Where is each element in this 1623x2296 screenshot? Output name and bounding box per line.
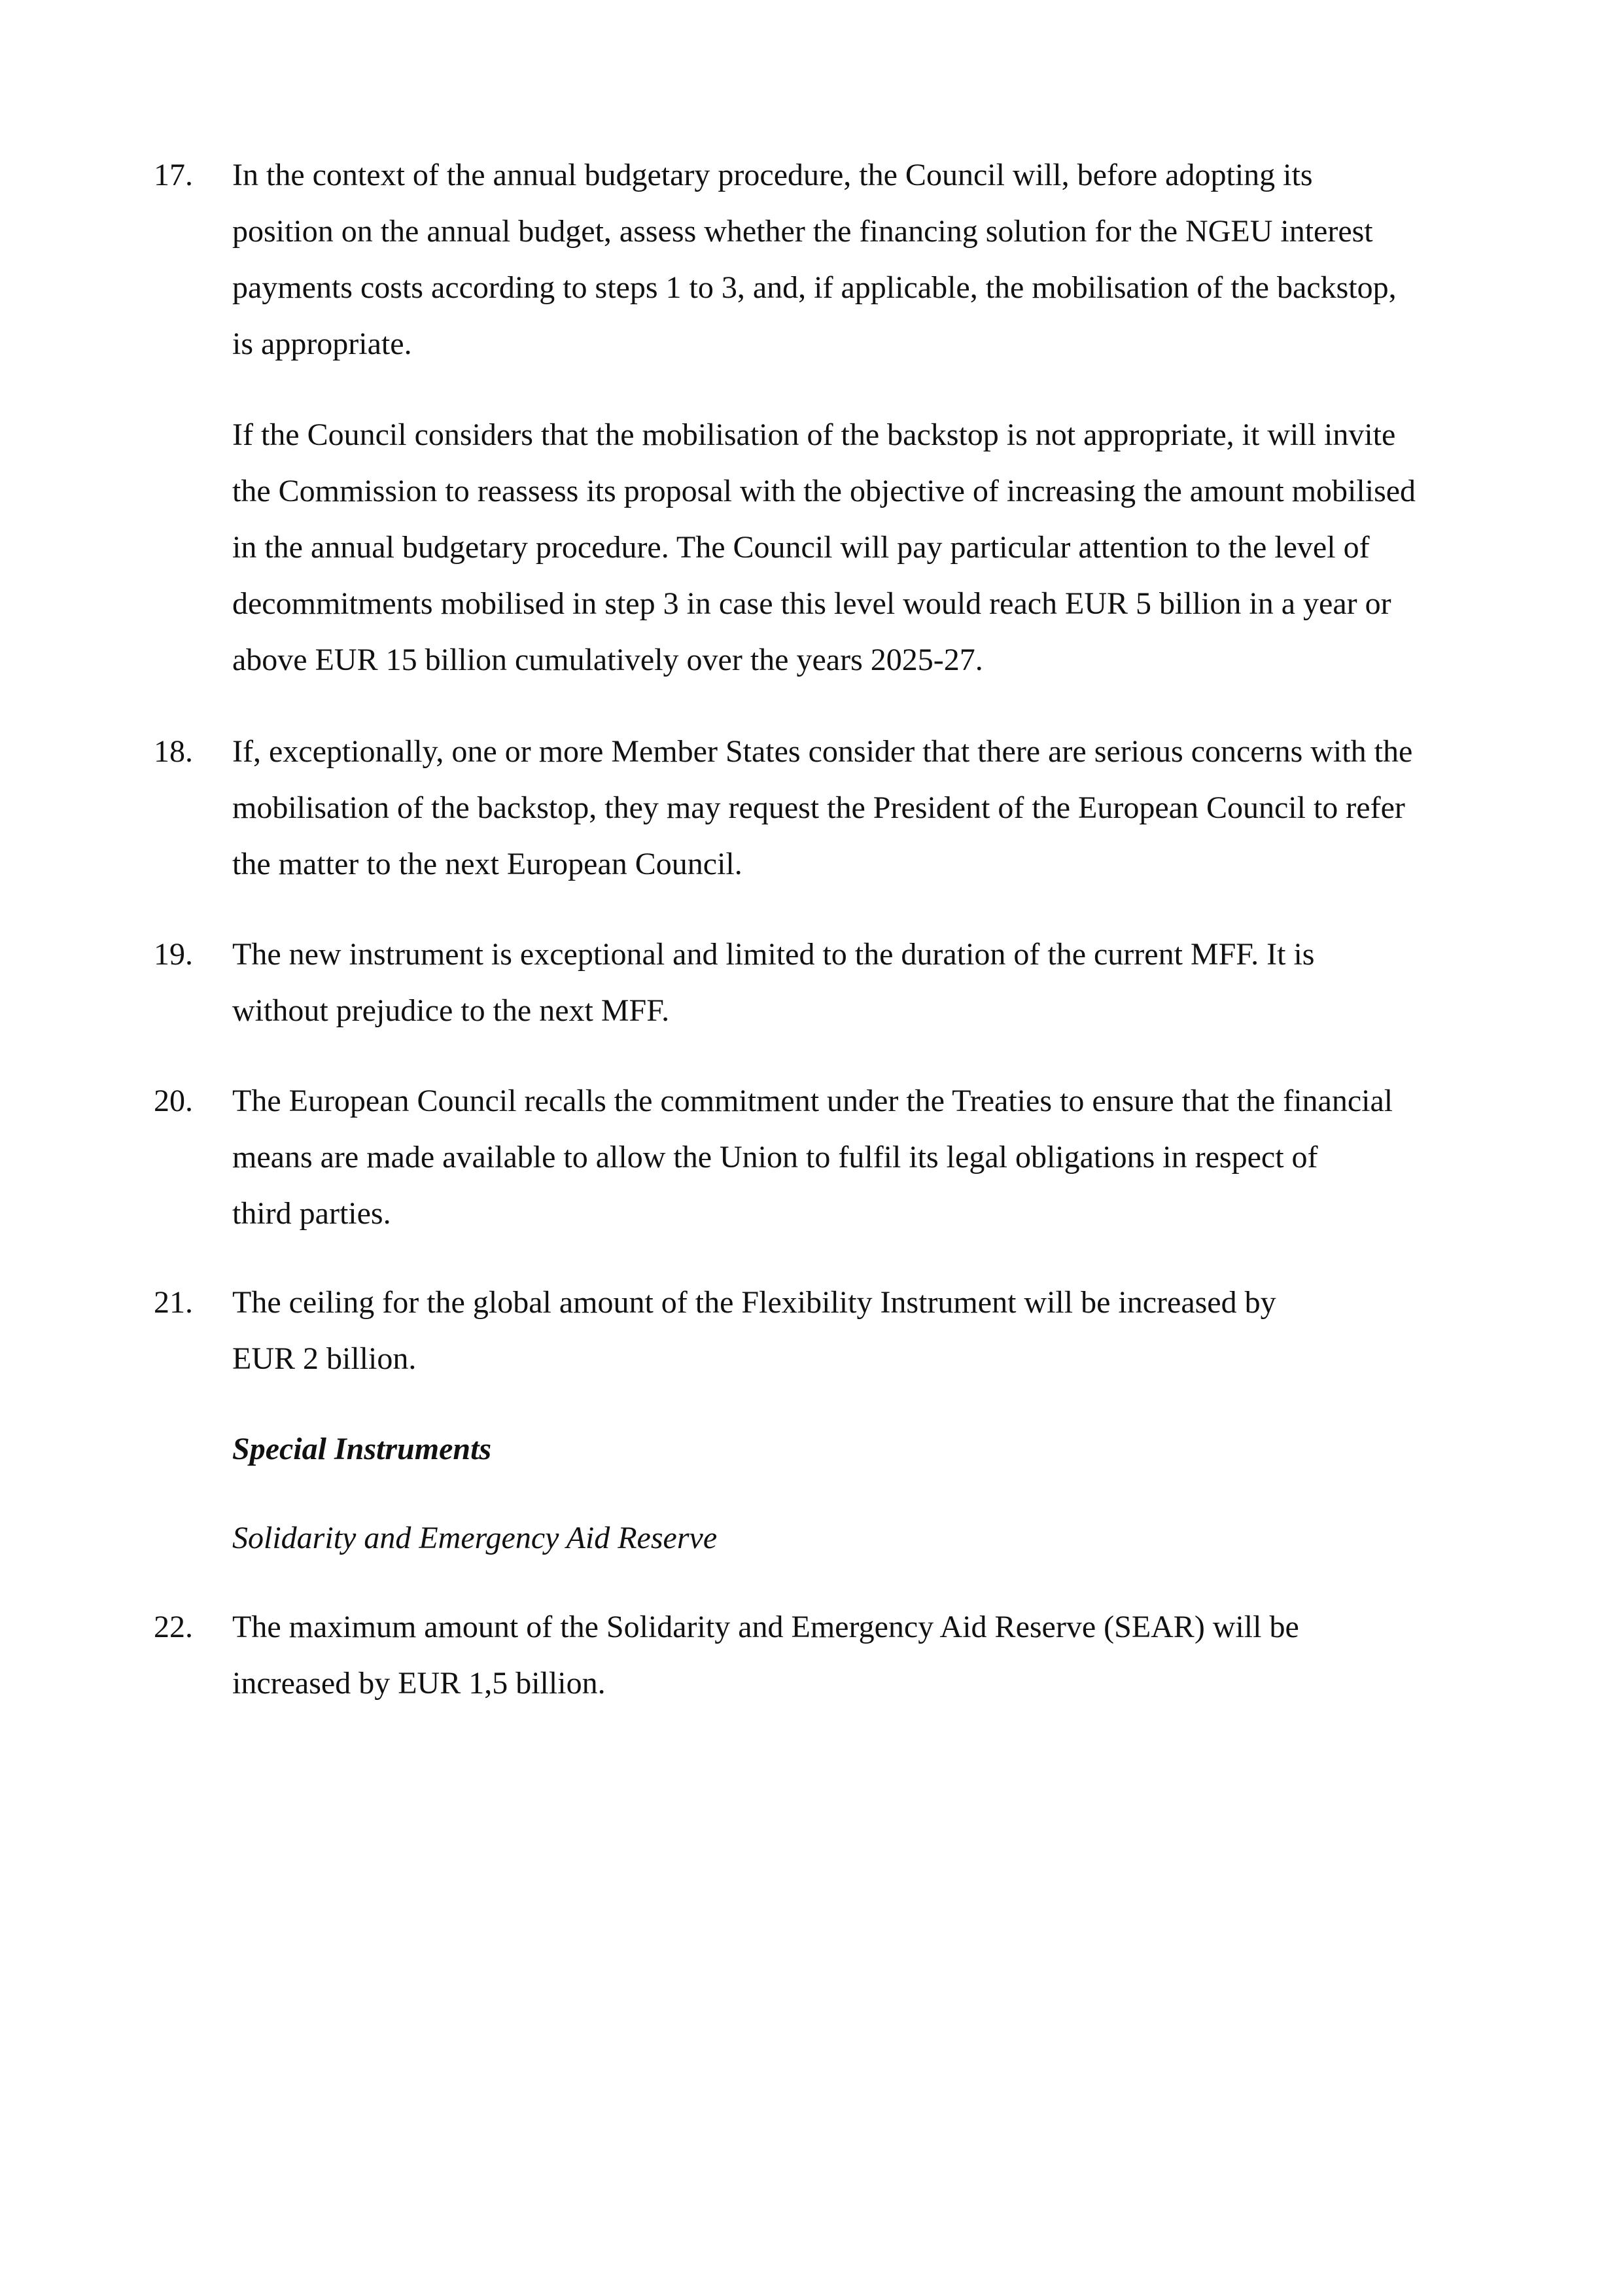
text-line: in the annual budgetary procedure. The Council will pay particular attention to the level of — [232, 530, 1370, 565]
paragraph-20 — [232, 1073, 1495, 1242]
paragraph-18 — [232, 724, 1495, 892]
text-line: The ceiling for the global amount of the Flexibility Instrument will be increased by — [232, 1285, 1276, 1320]
paragraph-number: 21. — [154, 1285, 193, 1320]
text-line: without prejudice to the next MFF. — [232, 993, 670, 1028]
text-line: decommitments mobilised in step 3 in case this level would reach EUR 5 billion in a year or — [232, 586, 1391, 621]
text-line: EUR 2 billion. — [232, 1341, 417, 1376]
text-line: above EUR 15 billion cumulatively over the years 2025-27. — [232, 643, 983, 677]
text-line: The European Council recalls the commitment under the Treaties to ensure that the financial — [232, 1084, 1393, 1118]
text-line: The new instrument is exceptional and limited to the duration of the current MFF. It is — [232, 937, 1315, 972]
paragraph-number: 19. — [154, 937, 193, 972]
text-line: payments costs according to steps 1 to 3, and, if applicable, the mobilisation of the backstop, — [232, 270, 1397, 305]
paragraph-19 — [232, 927, 1495, 1039]
paragraph-17 — [232, 147, 1495, 372]
subsection-heading: Solidarity and Emergency Aid Reserve — [232, 1521, 718, 1555]
text-line: The maximum amount of the Solidarity and Emergency Aid Reserve (SEAR) will be — [232, 1610, 1299, 1644]
text-line: position on the annual budget, assess whether the financing solution for the NGEU interest — [232, 214, 1373, 249]
text-line: increased by EUR 1,5 billion. — [232, 1666, 606, 1701]
paragraph-17-continued — [232, 407, 1495, 688]
text-line: mobilisation of the backstop, they may request the President of the European Council to refer — [232, 790, 1405, 825]
paragraph-number: 18. — [154, 734, 193, 769]
section-heading: Special Instruments — [232, 1432, 492, 1466]
text-line: the matter to the next European Council. — [232, 847, 742, 881]
paragraph-22 — [232, 1599, 1495, 1712]
paragraph-21 — [232, 1275, 1495, 1387]
paragraph-number: 20. — [154, 1084, 193, 1118]
text-line: the Commission to reassess its proposal with the objective of increasing the amount mobilised — [232, 474, 1416, 508]
text-line: In the context of the annual budgetary procedure, the Council will, before adopting its — [232, 158, 1313, 192]
text-line: is appropriate. — [232, 327, 412, 361]
text-line: If the Council considers that the mobilisation of the backstop is not appropriate, it will invite — [232, 417, 1396, 452]
paragraph-number: 22. — [154, 1610, 193, 1644]
text-line: If, exceptionally, one or more Member States consider that there are serious concerns with the — [232, 734, 1413, 769]
text-line: third parties. — [232, 1196, 391, 1231]
text-line: means are made available to allow the Union to fulfil its legal obligations in respect of — [232, 1140, 1318, 1174]
paragraph-number: 17. — [154, 158, 193, 192]
